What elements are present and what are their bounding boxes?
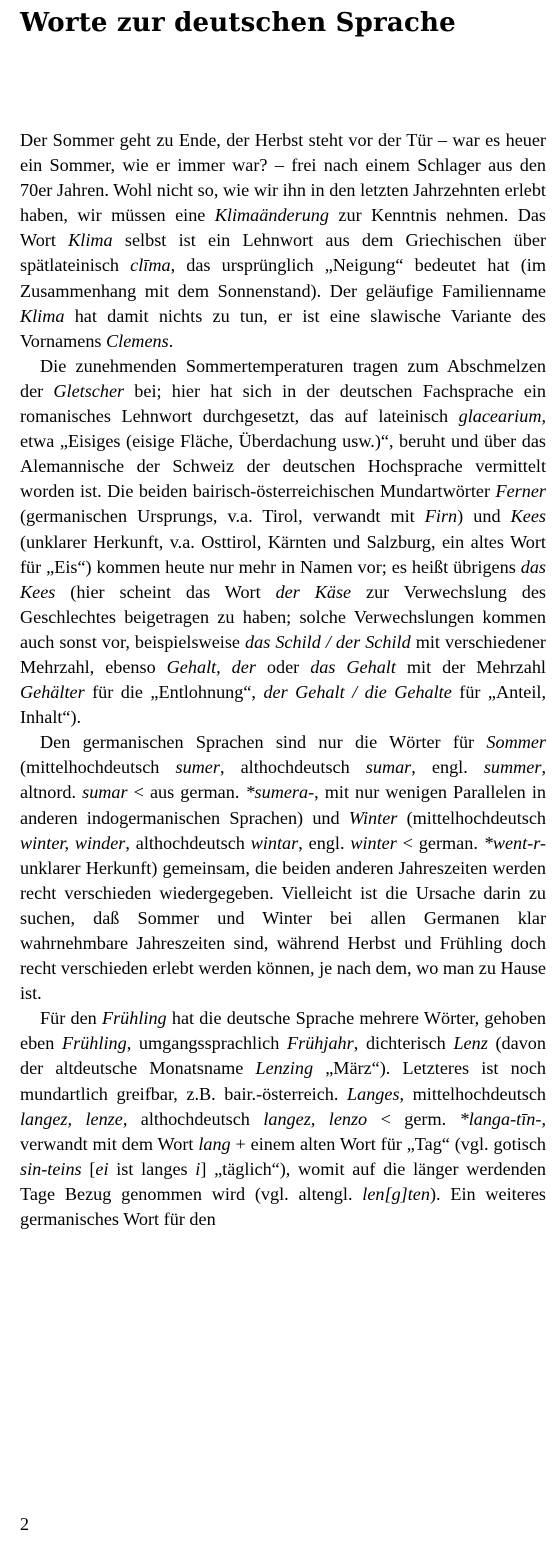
italic-term: len[g]ten	[362, 1183, 430, 1204]
italic-term: der Käse	[275, 581, 352, 602]
italic-term: der Gehalt / die Gehalte	[263, 682, 452, 703]
paragraph: Die zunehmenden Sommertemperaturen tragen zum Abschmelzen der Gletscher bei; hier hat sich in der deutschen Fachsprache ein romanisches Lehnwort durchgesetzt, das auf lateinisch glacearium, etwa „Eisiges (eisige Fläche, Überdachung usw.)“, beruht und über das Alemannische der Schweiz der deutschen Hochsprache vermittelt worden ist. Die beiden bairisch-österreichischen Mundartwörter Ferner (germanischen Ursprungs, v.a. Tirol, verwandt mit Firn) und Kees (unklarer Herkunft, v.a. Osttirol, Kärnten und Salzburg, ein altes Wort für „Eis“) kommen heute nur mehr in Namen vor; es heißt übrigens das Kees (hier scheint das Wort der Käse zur Verwechslung des Geschlechtes beigetragen zu haben; solche Verwechslungen kommen auch sonst vor, beispielsweise das Schild / der Schild mit verschiedener Mehrzahl, ebenso Gehalt, der oder das Gehalt mit der Mehrzahl Gehälter für die „Entlohnung“, der Gehalt / die Gehalte für „Anteil, Inhalt“).	[20, 355, 546, 728]
italic-term: wintar	[250, 832, 299, 853]
article-body	[20, 128, 546, 1232]
italic-term: summer	[483, 757, 542, 778]
italic-term: Frühjahr	[287, 1033, 354, 1054]
italic-term: Frühling	[62, 1033, 127, 1054]
italic-term: *sumera-	[245, 782, 315, 803]
italic-term: winter	[350, 832, 397, 853]
italic-term: Firn	[424, 506, 458, 527]
italic-term: Langes	[346, 1083, 400, 1104]
italic-term: Kees	[510, 506, 546, 527]
italic-term: langez, lenze	[20, 1108, 123, 1129]
italic-term: Frühling	[101, 1008, 167, 1029]
italic-term: Gehälter	[20, 682, 85, 703]
italic-term: Klima	[20, 305, 65, 326]
italic-term: ei	[95, 1158, 109, 1179]
paragraph: Für den Frühling hat die deutsche Sprache mehrere Wörter, gehoben eben Frühling, umgangssprachlich Frühjahr, dichterisch Lenz (davon der altdeutsche Monatsname Lenzing „März“). Letzteres ist noch mundartlich greifbar, z.B. bair.-österreich. Langes, mittelhochdeutsch langez, lenze, althochdeutsch langez, lenzo < germ. *langa-tīn-, verwandt mit dem Wort lang + einem alten Wort für „Tag“ (vgl. gotisch sin-teins [ei ist langes i] „täglich“), womit auf die länger werdenden Tage Bezug genommen wird (vgl. altengl. len[g]ten). Ein weiteres germanisches Wort für den	[20, 1008, 547, 1230]
italic-term: Ferner	[495, 481, 546, 502]
italic-term: Clemens	[106, 330, 169, 351]
italic-term: Winter	[348, 807, 398, 828]
italic-term: *went-r-	[483, 832, 546, 853]
italic-term: Klima	[68, 230, 113, 251]
page-title: Worte zur deutschen Sprache	[20, 8, 456, 38]
italic-term: lang	[198, 1133, 231, 1154]
italic-term: Klimaänderung	[214, 205, 329, 226]
italic-term: das Kees	[20, 556, 546, 602]
italic-term: winter, winder	[20, 832, 126, 853]
italic-term: Lenz	[453, 1033, 488, 1054]
paragraph: Den germanischen Sprachen sind nur die Wörter für Sommer (mittelhochdeutsch sumer, althochdeutsch sumar, engl. summer, altnord. sumar < aus german. *sumera-, mit nur wenigen Parallelen in anderen indogermanischen Sprachen) und Winter (mittelhochdeutsch winter, winder, althochdeutsch wintar, engl. winter < german. *went-r- unklarer Herkunft) gemeinsam, die beiden anderen Jahreszeiten werden recht verschieden wiedergegeben. Vielleicht ist die Ursache darin zu suchen, daß Sommer und Winter bei allen Germanen klar wahrnehmbare Jahreszeiten sind, während Herbst und Frühling doch recht verschieden erlebt werden können, je nach dem, wo man zu Hause ist.	[20, 732, 546, 1004]
italic-term: das Gehalt	[310, 656, 396, 677]
italic-term: Sommer	[486, 732, 546, 753]
italic-term: sumar	[365, 757, 412, 778]
page-number: 2	[20, 1514, 29, 1534]
paragraph: Der Sommer geht zu Ende, der Herbst steht vor der Tür – war es heuer ein Sommer, wie er immer war? – frei nach einem Schlager aus den 70er Jahren. Wohl nicht so, wie wir ihn in den letzten Jahrzehnten erlebt haben, wir müssen eine Klimaänderung zur Kenntnis nehmen. Das Wort Klima selbst ist ein Lehnwort aus dem Griechischen über spätlateinisch clīma, das ursprünglich „Neigung“ bedeutet hat (im Zusammenhang mit dem Sonnenstand). Der geläufige Familienname Klima hat damit nichts zu tun, er ist eine slawische Variante des Vornamens Clemens.	[20, 130, 546, 351]
italic-term: sumer	[175, 757, 220, 778]
italic-term: das Schild / der Schild	[245, 631, 411, 652]
italic-term: Gletscher	[53, 380, 125, 401]
italic-term: clīma	[130, 255, 171, 276]
italic-term: i	[195, 1158, 201, 1179]
italic-term: Gehalt, der	[166, 656, 256, 677]
italic-term: Lenzing	[255, 1058, 314, 1079]
italic-term: glacearium	[458, 406, 542, 427]
italic-term: sumar	[82, 782, 128, 803]
italic-term: langez, lenzo	[263, 1108, 368, 1129]
italic-term: sin-teins	[20, 1158, 82, 1179]
italic-term: *langa-tīn-	[459, 1108, 542, 1129]
